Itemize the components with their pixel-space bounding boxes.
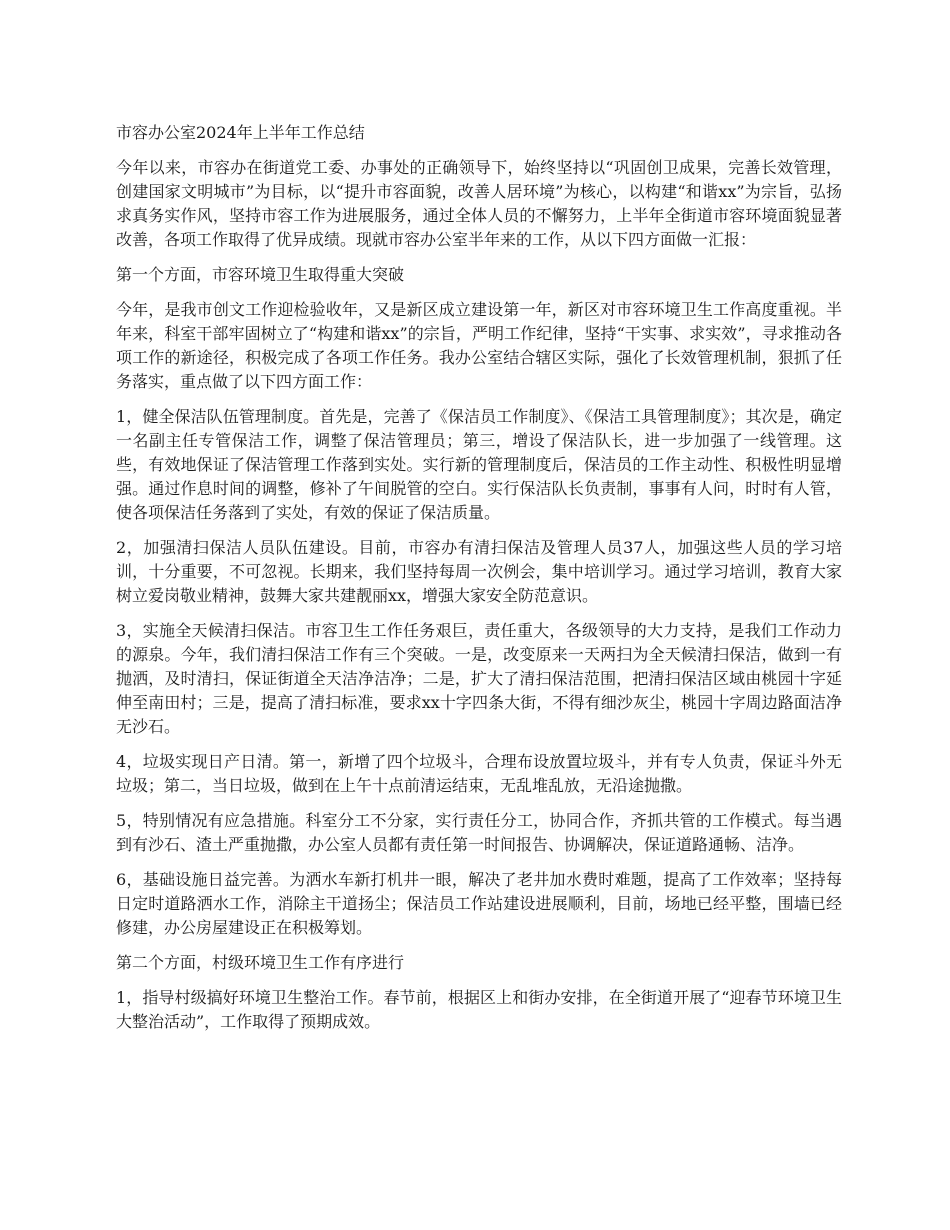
- item-paragraph-2: 2，加强清扫保洁人员队伍建设。目前，市容办有清扫保洁及管理人员37人，加强这些人员的学习培训，十分重要，不可忽视。长期来，我们坚持每周一次例会，集中培训学习。通过学习培训，教育大家树立爱岗敬业精神，鼓舞大家共建靓丽xx，增强大家安全防范意识。: [116, 538, 842, 605]
- item-paragraph-5: 5，特别情况有应急措施。科室分工不分家，实行责任分工，协同合作，齐抓共管的工作模式。每当遇到有沙石、渣土严重抛撒，办公室人员都有责任第一时间报告、协调解决，保证道路通畅、洁净。: [116, 811, 842, 854]
- item-paragraph-1: 1，健全保洁队伍管理制度。首先是，完善了《保洁员工作制度》、《保洁工具管理制度》；其次是，确定一名副主任专管保洁工作，调整了保洁管理员；第三，增设了保洁队长，进一步加强了一线管理。这些，有效地保证了保洁管理工作落到实处。实行新的管理制度后，保洁员的工作主动性、积极性明显增强。通过作息时间的调整，修补了午间脱管的空白。实行保洁队长负责制，事事有人问，时时有人管，使各项保洁任务落到了实处，有效的保证了保洁质量。: [116, 407, 842, 522]
- section-heading-2: 第二个方面，村级环境卫生工作有序进行: [116, 953, 405, 972]
- section-heading-1: 第一个方面，市容环境卫生取得重大突破: [116, 265, 405, 284]
- intro-paragraph: 今年以来，市容办在街道党工委、办事处的正确领导下，始终坚持以“巩固创卫成果，完善长效管理，创建国家文明城市”为目标，以“提升市容面貌，改善人居环境”为核心，以构建“和谐xx”为宗旨，弘扬求真务实作风，坚持市容工作为进展服务，通过全体人员的不懈努力，上半年全街道市容环境面貌显著改善，各项工作取得了优异成绩。现就市容办公室半年来的工作，从以下四方面做一汇报：: [116, 158, 842, 249]
- section-2-item-paragraph-1: 1，指导村级搞好环境卫生整治工作。春节前，根据区上和街办安排，在全街道开展了“迎春节环境卫生大整治活动”，工作取得了预期成效。: [116, 988, 842, 1031]
- document-page: [116, 121, 842, 1045]
- item-paragraph-3: 3，实施全天候清扫保洁。市容卫生工作任务艰巨，责任重大，各级领导的大力支持，是我们工作动力的源泉。今年，我们清扫保洁工作有三个突破。一是，改变原来一天两扫为全天候清扫保洁，做到一有抛洒，及时清扫，保证街道全天洁净洁净；二是，扩大了清扫保洁范围，把清扫保洁区域由桃园十字延伸至南田村；三是，提高了清扫标准，要求xx十字四条大街，不得有细沙灰尘，桃园十字周边路面洁净无沙石。: [116, 621, 842, 736]
- item-paragraph-4: 4，垃圾实现日产日清。第一，新增了四个垃圾斗，合理布设放置垃圾斗，并有专人负责，保证斗外无垃圾；第二，当日垃圾，做到在上午十点前清运结束，无乱堆乱放，无沿途抛撒。: [116, 752, 842, 795]
- document-title: 市容办公室2024年上半年工作总结: [116, 123, 365, 142]
- item-paragraph-6: 6，基础设施日益完善。为洒水车新打机井一眼，解决了老井加水费时难题，提高了工作效率；坚持每日定时道路洒水工作，消除主干道扬尘；保洁员工作站建设进展顺利，目前，场地已经平整，围墙已经修建，办公房屋建设正在积极筹划。: [116, 870, 842, 937]
- section-1-intro-paragraph: 今年，是我市创文工作迎检验收年，又是新区成立建设第一年，新区对市容环境卫生工作高度重视。半年来，科室干部牢固树立了“构建和谐xx”的宗旨，严明工作纪律，坚持“干实事、求实效”，寻求推动各项工作的新途径，积极完成了各项工作任务。我办公室结合辖区实际，强化了长效管理机制，狠抓了任务落实，重点做了以下四方面工作：: [116, 300, 842, 391]
